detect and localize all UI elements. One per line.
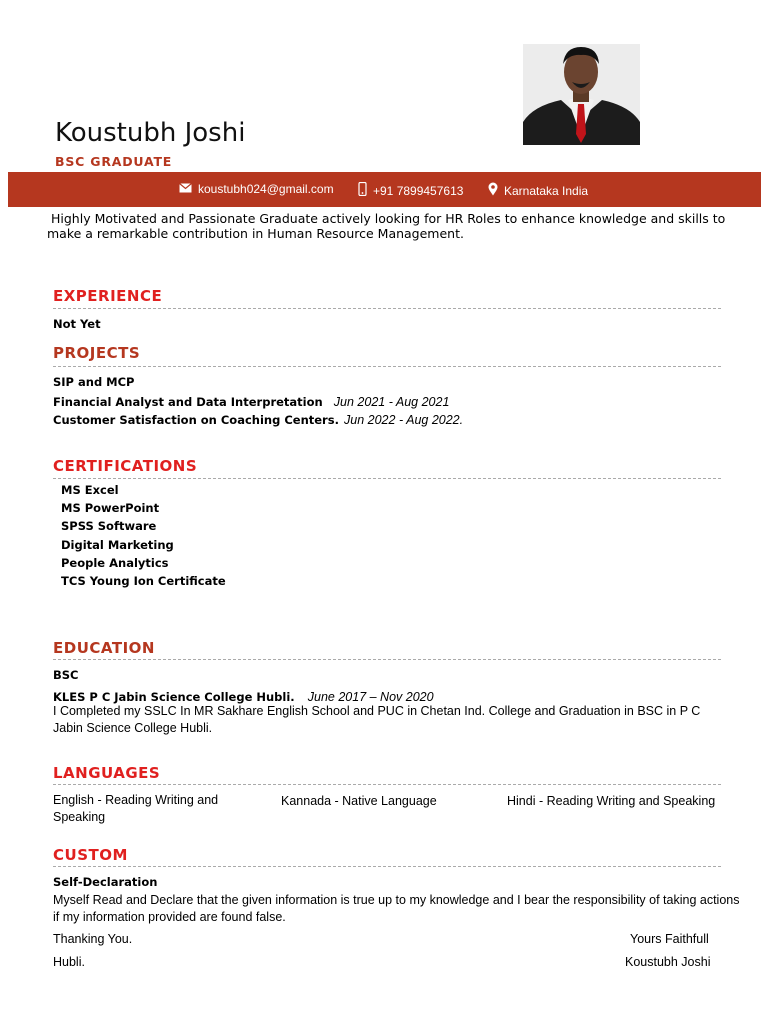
section-divider: [53, 784, 721, 785]
contact-email[interactable]: [179, 182, 334, 196]
contact-bar: [8, 172, 761, 207]
section-divider: [53, 478, 721, 479]
section-divider: [53, 366, 721, 367]
place-text: Hubli.: [53, 955, 85, 969]
project-name: Customer Satisfaction on Coaching Centers.: [53, 413, 339, 427]
declaration-title: Self-Declaration: [53, 875, 158, 889]
certification-item: People Analytics: [61, 556, 169, 570]
project-item: [53, 391, 449, 410]
section-divider: [53, 866, 721, 867]
project-name: Financial Analyst and Data Interpretation: [53, 395, 323, 409]
profile-summary: Highly Motivated and Passionate Graduate actively looking for HR Roles to enhance knowledge and skills to make a remarkable contribution in Human Resource Management.: [47, 211, 726, 241]
signature-name: Koustubh Joshi: [625, 955, 711, 969]
education-degree: BSC: [53, 668, 79, 682]
profile-photo: [523, 44, 640, 145]
certification-item: MS Excel: [61, 483, 119, 497]
contact-location: [488, 182, 588, 199]
phone-icon: [358, 182, 367, 199]
language-item: Kannada - Native Language: [281, 794, 437, 808]
location-pin-icon: [488, 182, 498, 199]
phone-text: +91 7899457613: [373, 183, 464, 198]
section-title-certifications: CERTIFICATIONS: [53, 457, 198, 475]
location-text: Karnataka India: [504, 183, 589, 198]
section-title-languages: LANGUAGES: [53, 764, 161, 782]
closing-text: Yours Faithfull: [630, 932, 709, 946]
section-divider: [53, 659, 721, 660]
experience-text: Not Yet: [53, 317, 101, 331]
section-title-education: EDUCATION: [53, 639, 155, 657]
project-item: [53, 409, 463, 428]
mail-icon: [179, 182, 192, 196]
candidate-name: Koustubh Joshi: [55, 118, 246, 148]
language-item: Hindi - Reading Writing and Speaking: [507, 794, 716, 808]
thanks-text: Thanking You.: [53, 932, 133, 946]
education-college: KLES P C Jabin Science College Hubli.: [53, 690, 295, 704]
section-divider: [53, 308, 721, 309]
language-item: English - Reading Writing and Speaking: [53, 793, 219, 824]
contact-phone[interactable]: [358, 182, 463, 199]
certification-item: MS PowerPoint: [61, 501, 160, 515]
project-dates: Jun 2022 - Aug 2022.: [344, 413, 464, 427]
declaration-text: Myself Read and Declare that the given information is true up to my knowledge and I bear the responsibility of taking actions if my information provided are found false.: [53, 893, 740, 924]
education-description: I Completed my SSLC In MR Sakhare English School and PUC in Chetan Ind. College and Graduation in BSC in P C Jabin Science College Hubli.: [53, 704, 701, 735]
project-dates: Jun 2021 - Aug 2021: [333, 395, 450, 409]
certification-item: Digital Marketing: [61, 538, 174, 552]
candidate-subtitle: BSC GRADUATE: [55, 154, 173, 169]
section-title-experience: EXPERIENCE: [53, 287, 163, 305]
email-text: koustubh024@gmail.com: [198, 182, 334, 196]
certification-item: TCS Young Ion Certificate: [61, 574, 226, 588]
certification-item: SPSS Software: [61, 519, 157, 533]
education-dates: June 2017 – Nov 2020: [307, 690, 434, 704]
section-title-custom: CUSTOM: [53, 846, 128, 864]
project-item: SIP and MCP: [53, 375, 135, 389]
section-title-projects: PROJECTS: [53, 344, 141, 362]
